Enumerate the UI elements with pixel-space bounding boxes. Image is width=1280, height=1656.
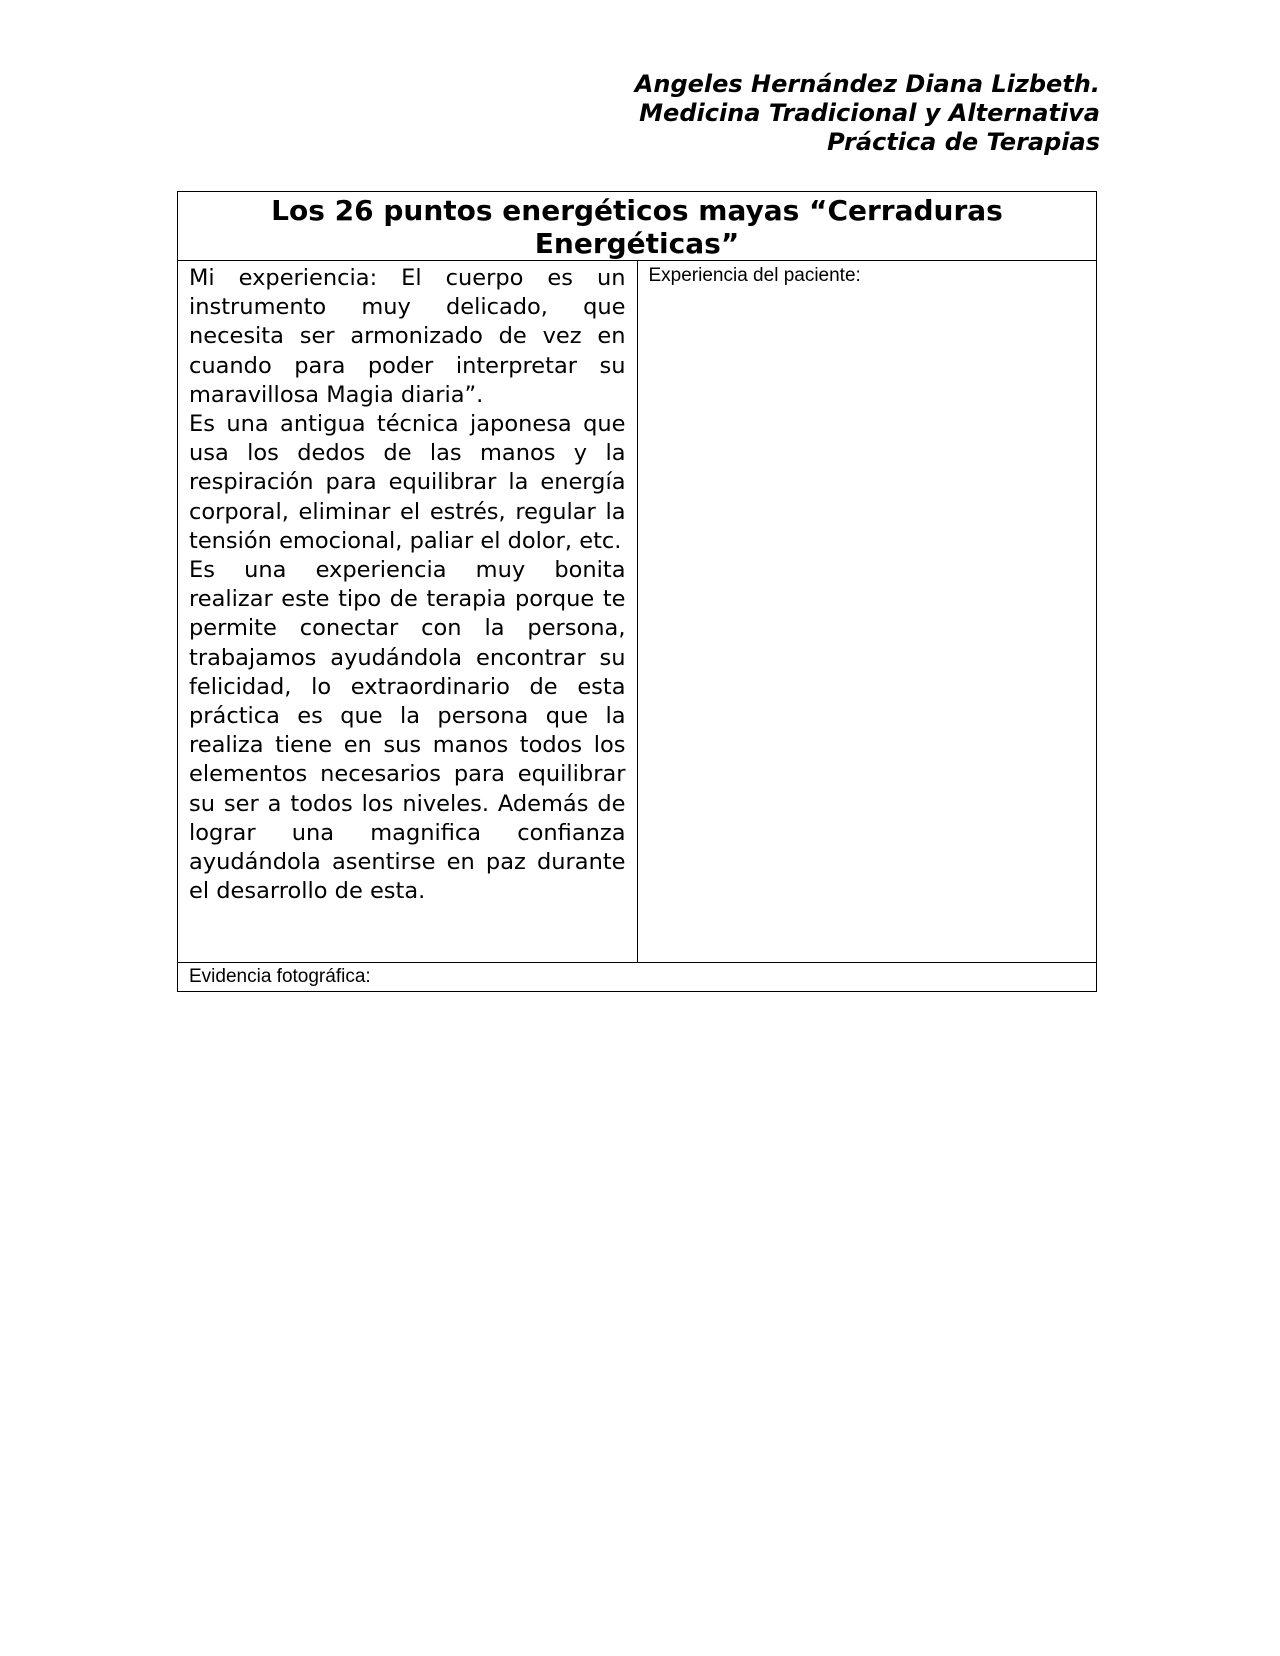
assignment-name: Práctica de Terapias <box>827 128 1100 156</box>
document-header <box>635 70 1100 157</box>
course-name: Medicina Tradicional y Alternativa <box>639 99 1100 127</box>
photo-evidence-label: Evidencia fotográfica: <box>189 966 371 987</box>
therapy-table <box>177 191 1097 992</box>
my-experience-cell <box>178 261 638 963</box>
title-row <box>178 192 1097 261</box>
evidence-row <box>178 963 1097 992</box>
author-name: Angeles Hernández Diana Lizbeth. <box>634 70 1100 98</box>
experience-row <box>178 261 1097 963</box>
my-experience-paragraph-3: Es una experiencia muy bonita realizar este tipo de terapia porque te permite conectar con la persona, trabajamos ayudándola encontrar su felicidad, lo extraordinario de esta práctica es que la persona que la realiza tiene en sus manos todos los elementos necesarios para equilibrar su ser a todos los niveles. Además de lograr una magnifica confianza ayudándola asentirse en paz durante el desarrollo de esta. <box>189 557 626 905</box>
my-experience-paragraph-2: Es una antigua técnica japonesa que usa los dedos de las manos y la respiración para equilibrar la energía corporal, eliminar el estrés, regular la tensión emocional, paliar el dolor, etc. <box>189 411 626 554</box>
patient-experience-label: Experiencia del paciente: <box>648 265 861 286</box>
table-title: Los 26 puntos energéticos mayas “Cerraduras Energéticas” <box>178 192 1097 261</box>
my-experience-paragraph-1: Mi experiencia: El cuerpo es un instrumento muy delicado, que necesita ser armonizado de vez en cuando para poder interpretar su maravillosa Magia diaria”. <box>189 265 626 408</box>
patient-experience-cell <box>637 261 1097 963</box>
photo-evidence-cell <box>178 963 1097 992</box>
